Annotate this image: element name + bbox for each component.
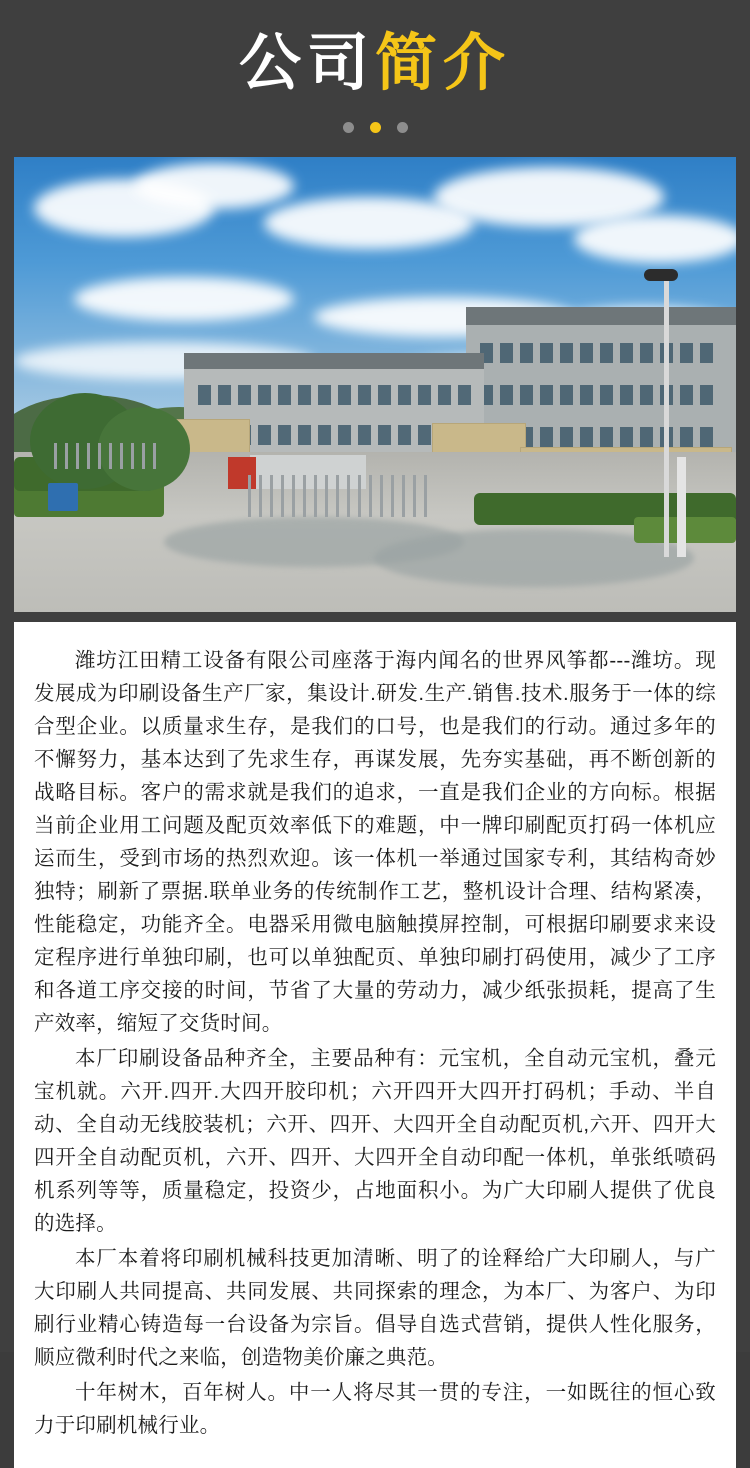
company-intro-text-panel: [14, 622, 736, 1468]
building-roof: [184, 353, 484, 369]
intro-paragraph-4: 十年树木，百年树人。中一人将尽其一贯的专注，一如既往的恒心致力于印刷机械行业。: [34, 1381, 716, 1437]
intro-paragraph-2: 本厂印刷设备品种齐全，主要品种有：元宝机，全自动元宝机，叠元宝机就。六开.四开.大四开胶印机；六开四开大四开打码机；手动、半自动、全自动无线胶装机；六开、四开、大四开全自动配页机,六开、四开大四开全自动配页机，六开、四开、大四开全自动印配一体机，单张纸喷码机系列等等，质量稳定，投资少，占地面积小。为广大印刷人提供了优良的选择。: [34, 1047, 716, 1235]
carousel-dots: [0, 122, 750, 133]
bollard: [677, 457, 686, 557]
page-header: [0, 0, 750, 133]
page-title-accent: 简介: [375, 29, 512, 98]
lamp-head-icon: [644, 269, 678, 281]
carousel-dot-2[interactable]: [370, 122, 381, 133]
fence: [54, 443, 164, 469]
cloud-icon: [574, 215, 736, 263]
cloud-icon: [74, 277, 294, 321]
factory-photo: [14, 157, 736, 612]
trash-bin: [48, 483, 78, 511]
page-title: [0, 28, 750, 100]
building-roof: [466, 307, 736, 325]
carousel-dot-1[interactable]: [343, 122, 354, 133]
window-row: [198, 385, 471, 405]
intro-paragraph-3: 本厂本着将印刷机械科技更加清晰、明了的诠释给广大印刷人，与广大印刷人共同提高、共同发展、共同探索的理念，为本厂、为客户、为印刷行业精心铸造每一台设备为宗旨。倡导自选式营销，提供人性化服务，顺应微利时代之来临，创造物美价廉之典范。: [34, 1247, 716, 1369]
sliding-gate: [248, 475, 428, 517]
lamp-post: [664, 275, 669, 557]
window-row: [480, 385, 713, 405]
window-row: [480, 343, 713, 363]
factory-photo-illustration: [14, 157, 736, 612]
page-title-main: 公司: [238, 29, 375, 98]
intro-paragraph-1: 潍坊江田精工设备有限公司座落于海内闻名的世界风筝都---潍坊。现发展成为印刷设备生产厂家，集设计.研发.生产.销售.技术.服务于一体的综合型企业。以质量求生存，是我们的口号，也是我们的行动。通过多年的不懈努力，基本达到了先求生存，再谋发展，先夯实基础，再不断创新的战略目标。客户的需求就是我们的追求，一直是我们企业的方向标。根据当前企业用工问题及配页效率低下的难题，中一牌印刷配页打码一体机应运而生，受到市场的热烈欢迎。该一体机一举通过国家专利，其结构奇妙独特；刷新了票据.联单业务的传统制作工艺，整机设计合理、结构紧凑，性能稳定，功能齐全。电器采用微电脑触摸屏控制，可根据印刷要求来设定程序进行单独印刷，也可以单独配页、单独印刷打码使用，减少了工序和各道工序交接的时间，节省了大量的劳动力，减少纸张损耗，提高了生产效率，缩短了交货时间。: [34, 649, 716, 1035]
carousel-dot-3[interactable]: [397, 122, 408, 133]
cloud-icon: [134, 163, 294, 209]
